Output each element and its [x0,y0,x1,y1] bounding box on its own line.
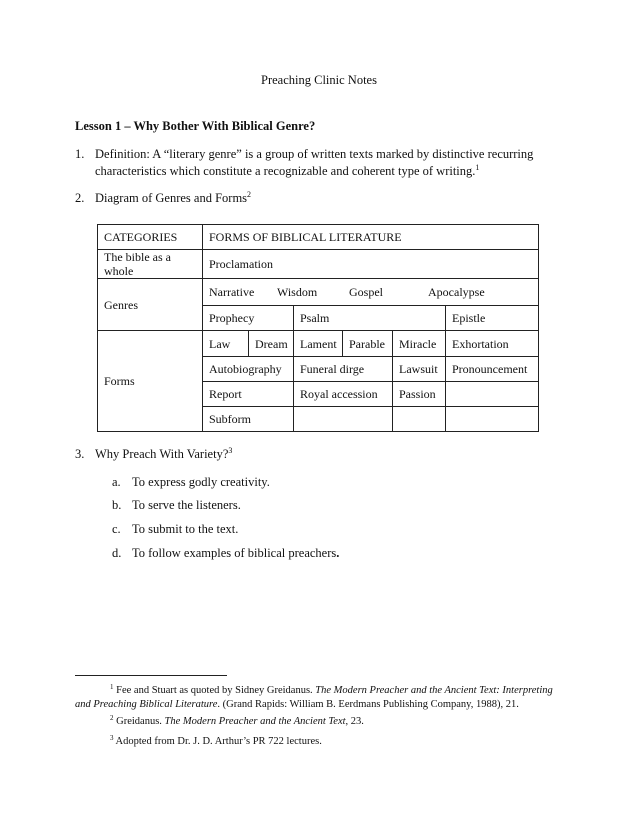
reason-text: To submit to the text. [132,522,239,536]
footnote-3: $^3$ Adopted from Dr. J. D. Arthur’s PR 722 lectures. [110,734,322,747]
reason-letter: b. [112,498,122,512]
form-cell: Parable [343,331,393,356]
form-cell: Miracle [393,331,446,356]
form-cell [446,381,539,406]
reason-letter: d. [112,546,122,560]
footnote-separator [75,675,227,676]
form-cell [393,406,446,431]
form-cell: Funeral dirge [294,356,393,381]
genre-cell: Gospel [349,285,383,300]
list-number: 2. [75,191,85,205]
reason-text: To serve the listeners. [132,498,241,512]
form-cell: Pronouncement [446,356,539,381]
genre-cell: Epistle [446,306,539,331]
categories-header: CATEGORIES [98,225,203,250]
genres-row [203,279,539,306]
forms-header: FORMS OF BIBLICAL LITERATURE [203,225,539,250]
reason-text: To follow examples of biblical preachers. [132,546,340,560]
genre-cell: Wisdom [277,285,318,300]
proclamation-cell: Proclamation [203,250,539,279]
form-cell: Passion [393,381,446,406]
form-cell: Law [203,331,249,356]
genre-table [97,224,539,432]
genre-cell: Apocalypse [428,285,485,300]
form-cell [294,406,393,431]
forms-label: Forms [98,331,203,432]
variety-heading: Why Preach With Variety?$^3$ [95,446,233,461]
footnote-1-line-1: $^1$ Fee and Stuart as quoted by Sidney Greidanus. The Modern Preacher and the Ancient Text: Interpreting [110,683,553,696]
form-cell: Lawsuit [393,356,446,381]
reason-text: To express godly creativity. [132,475,270,489]
diagram-heading: Diagram of Genres and Forms$^2$ [95,190,252,205]
footnote-number: 1 [110,683,114,691]
footnote-1-line-2: and Preaching Biblical Literature. (Grand Rapids: William B. Eerdmans Publishing Company, 1988), 21. [75,699,519,710]
reason-letter: c. [112,522,121,536]
page-title: Preaching Clinic Notes [261,73,377,87]
list-number: 1. [75,147,85,161]
form-cell: Autobiography [203,356,294,381]
footnote-2: $^2$ Greidanus. The Modern Preacher and the Ancient Text, 23. [110,714,364,727]
genres-label: Genres [98,279,203,331]
footnote-number: 2 [110,714,114,722]
reason-letter: a. [112,475,121,489]
form-cell: Subform [203,406,294,431]
definition-line-2: characteristics which constitute a recognizable and coherent type of writing.$^1$ [95,163,480,178]
form-cell: Royal accession [294,381,393,406]
genre-cell: Psalm [294,306,446,331]
lesson-heading: Lesson 1 – Why Bother With Biblical Genre? [75,119,316,133]
footnote-ref: 2 [247,190,252,199]
form-cell: Dream [249,331,294,356]
genre-cell: Prophecy [203,306,294,331]
form-cell: Report [203,381,294,406]
form-cell: Lament [294,331,343,356]
bible-whole-cell: The bible as a whole [98,250,203,279]
form-cell [446,406,539,431]
list-number: 3. [75,447,85,461]
footnote-ref: 1 [475,163,480,172]
definition-line-1: Definition: A “literary genre” is a group of written texts marked by distinctive recurring [95,147,534,161]
form-cell: Exhortation [446,331,539,356]
footnote-ref: 3 [228,446,233,455]
genre-cell: Narrative [209,285,255,300]
footnote-number: 3 [110,734,114,742]
